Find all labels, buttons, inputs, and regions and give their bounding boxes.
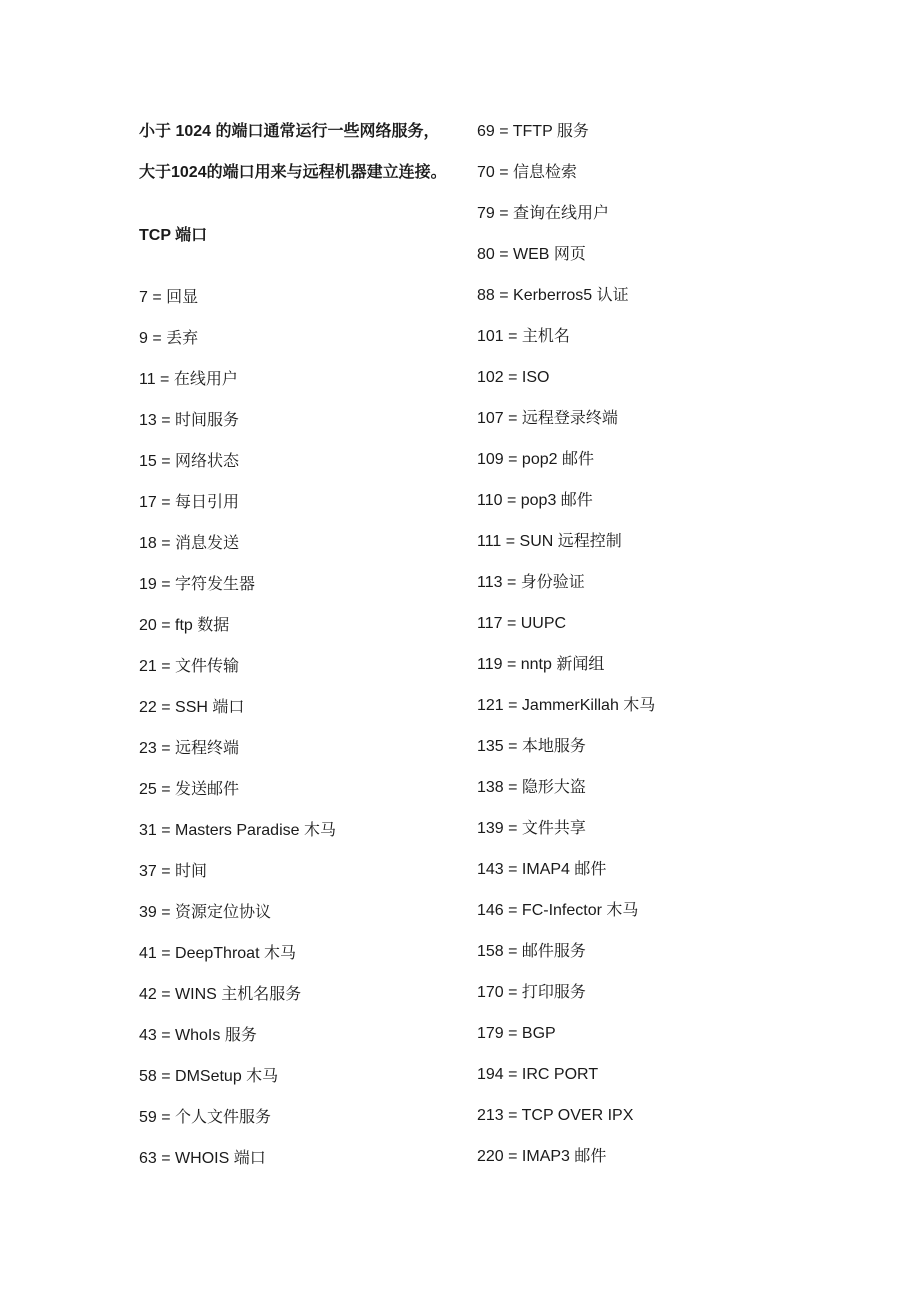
port-entry: 170 = 打印服务 xyxy=(477,984,586,1001)
port-entry: 11 = 在线用户 xyxy=(139,371,238,388)
port-entry: 220 = IMAP3 邮件 xyxy=(477,1148,607,1165)
port-entry: 69 = TFTP 服务 xyxy=(477,123,589,140)
port-entry: 88 = Kerberros5 认证 xyxy=(477,287,629,304)
port-entry: 107 = 远程登录终端 xyxy=(477,410,618,427)
port-entry: 37 = 时间 xyxy=(139,863,208,880)
port-entry: 9 = 丢弃 xyxy=(139,330,199,347)
port-entry: 111 = SUN 远程控制 xyxy=(477,533,622,550)
port-entry: 43 = WhoIs 服务 xyxy=(139,1027,257,1044)
port-entry: 19 = 字符发生器 xyxy=(139,576,256,593)
port-entry: 113 = 身份验证 xyxy=(477,574,585,591)
port-entry: 135 = 本地服务 xyxy=(477,738,586,755)
port-entry: 63 = WHOIS 端口 xyxy=(139,1150,266,1167)
port-entry: 21 = 文件传输 xyxy=(139,658,240,675)
port-entry: 7 = 回显 xyxy=(139,289,199,306)
port-entry: 31 = Masters Paradise 木马 xyxy=(139,822,336,839)
port-entry: 121 = JammerKillah 木马 xyxy=(477,697,656,714)
port-entry: 20 = ftp 数据 xyxy=(139,617,230,634)
port-entry: 213 = TCP OVER IPX xyxy=(477,1107,634,1124)
port-entry: 13 = 时间服务 xyxy=(139,412,240,429)
port-entry: 23 = 远程终端 xyxy=(139,740,240,757)
port-entry: 70 = 信息检索 xyxy=(477,164,578,181)
port-entry: 59 = 个人文件服务 xyxy=(139,1109,272,1126)
port-entry: 109 = pop2 邮件 xyxy=(477,451,594,468)
intro-line-2: 大于1024的端口用来与远程机器建立连接。 xyxy=(139,164,447,181)
port-entry: 25 = 发送邮件 xyxy=(139,781,240,798)
port-entry: 139 = 文件共享 xyxy=(477,820,586,837)
port-entry: 101 = 主机名 xyxy=(477,328,570,345)
port-entry: 179 = BGP xyxy=(477,1025,556,1042)
port-entry: 80 = WEB 网页 xyxy=(477,246,586,263)
port-entry: 22 = SSH 端口 xyxy=(139,699,245,716)
port-entry: 58 = DMSetup 木马 xyxy=(139,1068,279,1085)
port-entry: 143 = IMAP4 邮件 xyxy=(477,861,607,878)
port-entry: 102 = ISO xyxy=(477,369,550,386)
port-entry: 39 = 资源定位协议 xyxy=(139,904,272,921)
port-entry: 42 = WINS 主机名服务 xyxy=(139,986,302,1003)
port-entry: 17 = 每日引用 xyxy=(139,494,240,511)
port-entry: 117 = UUPC xyxy=(477,615,567,632)
port-entry: 41 = DeepThroat 木马 xyxy=(139,945,296,962)
section-title: TCP 端口 xyxy=(139,227,208,244)
intro-line-1: 小于 1024 的端口通常运行一些网络服务， xyxy=(139,123,440,140)
port-entry: 18 = 消息发送 xyxy=(139,535,240,552)
port-entry: 79 = 查询在线用户 xyxy=(477,205,610,222)
port-entry: 15 = 网络状态 xyxy=(139,453,240,470)
port-entry: 110 = pop3 邮件 xyxy=(477,492,593,509)
port-entry: 138 = 隐形大盗 xyxy=(477,779,586,796)
port-entry: 119 = nntp 新闻组 xyxy=(477,656,605,673)
port-entry: 146 = FC-Infector 木马 xyxy=(477,902,639,919)
port-entry: 194 = IRC PORT xyxy=(477,1066,599,1083)
port-entry: 158 = 邮件服务 xyxy=(477,943,586,960)
